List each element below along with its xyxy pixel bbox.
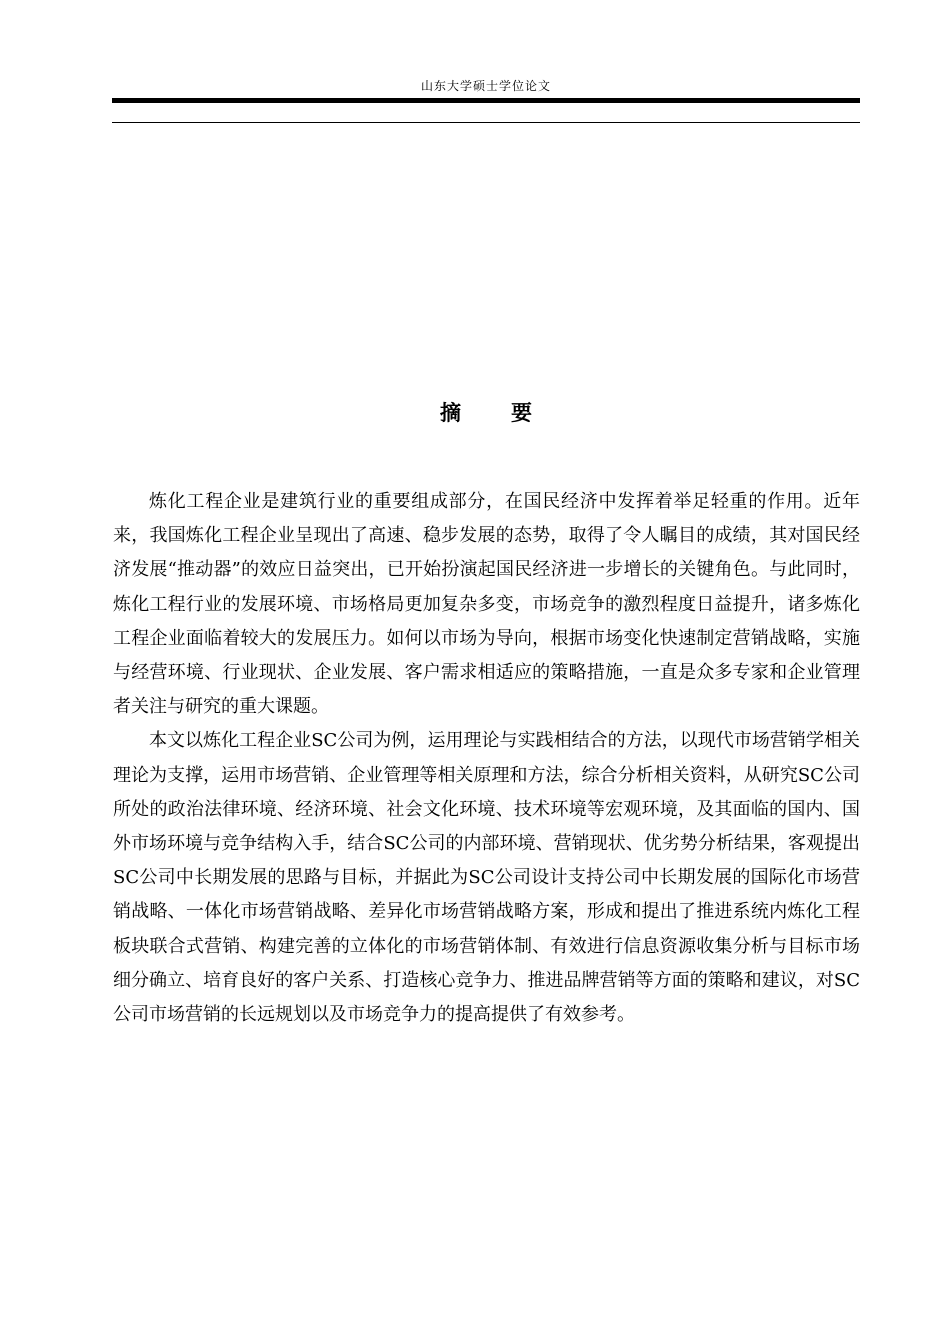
abstract-title-char-1: 摘 <box>440 401 461 425</box>
header-rule-thick <box>112 98 860 103</box>
running-header: 山东大学硕士学位论文 <box>420 79 551 93</box>
abstract-paragraph-1: 炼化工程企业是建筑行业的重要组成部分，在国民经济中发挥着举足轻重的作用。近年来，我国炼化工程企业呈现出了高速、稳步发展的态势，取得了令人瞩目的成绩，其对国民经济发展“推动器”的效应日益突出，已开始扮演起国民经济进一步增长的关键角色。与此同时，炼化工程行业的发展环境、市场格局更加复杂多变，市场竞争的激烈程度日益提升，诸多炼化工程企业面临着较大的发展压力。如何以市场为导向，根据市场变化快速制定营销战略，实施与经营环境、行业现状、企业发展、客户需求相适应的策略措施，一直是众多专家和企业管理者关注与研究的重大课题。 <box>113 491 860 718</box>
abstract-title <box>112 398 860 428</box>
abstract-title-char-2: 要 <box>511 401 532 425</box>
abstract-body <box>113 485 860 1032</box>
abstract-paragraph-2: 本文以炼化工程企业SC公司为例，运用理论与实践相结合的方法，以现代市场营销学相关理论为支撑，运用市场营销、企业管理等相关原理和方法，综合分析相关资料，从研究SC公司所处的政治法律环境、经济环境、社会文化环境、技术环境等宏观环境，及其面临的国内、国外市场环境与竞争结构入手，结合SC公司的内部环境、营销现状、优劣势分析结果，客观提出SC公司中长期发展的思路与目标，并据此为SC公司设计支持公司中长期发展的国际化市场营销战略、一体化市场营销战略、差异化市场营销战略方案，形成和提出了推进系统内炼化工程板块联合式营销、构建完善的立体化的市场营销体制、有效进行信息资源收集分析与目标市场细分确立、培育良好的客户关系、打造核心竞争力、推进品牌营销等方面的策略和建议，对SC公司市场营销的长远规划以及市场竞争力的提高提供了有效参考。 <box>113 730 860 1026</box>
header-rule-thin <box>112 122 860 123</box>
